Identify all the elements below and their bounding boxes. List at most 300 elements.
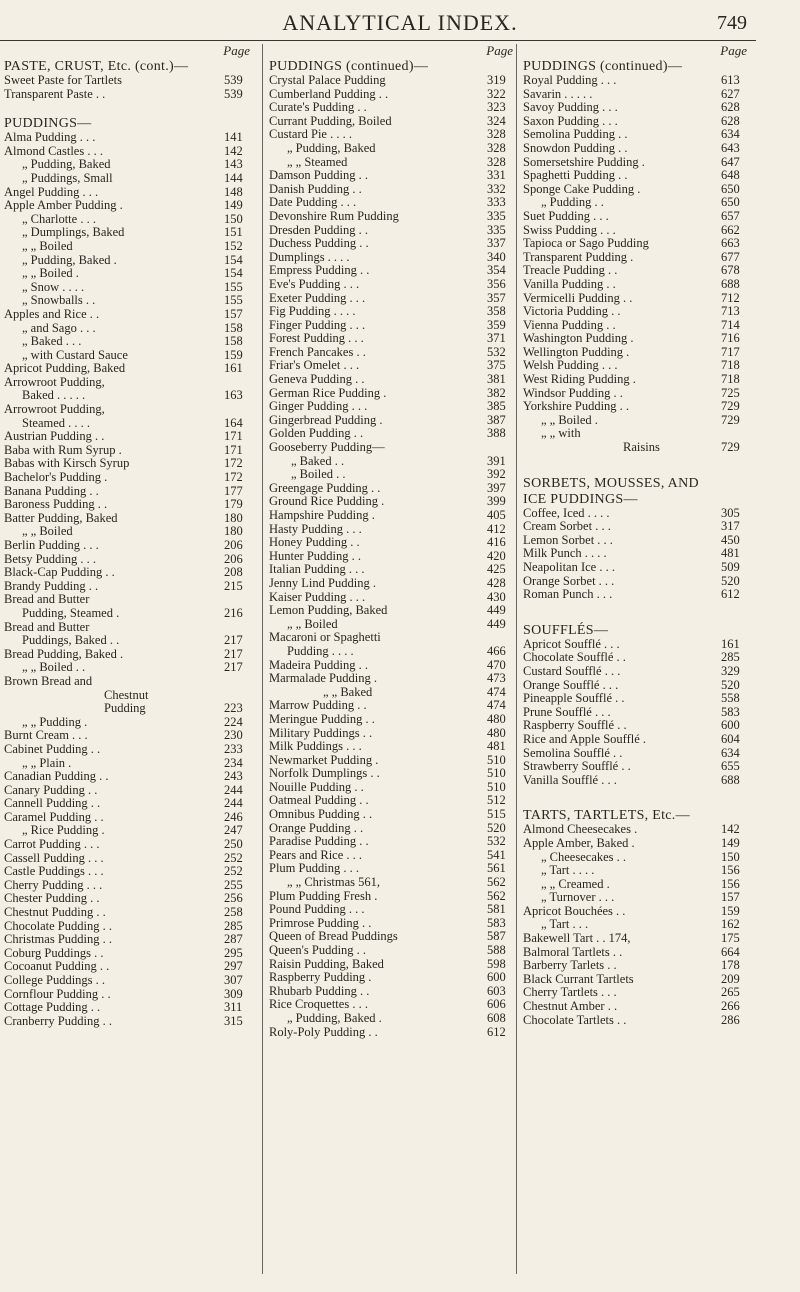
index-entry (4, 879, 256, 893)
index-entry (523, 332, 753, 346)
entry-title: Arrowroot Pudding, (4, 403, 105, 417)
entry-page-number: 163 (224, 389, 243, 403)
index-entry (523, 837, 753, 851)
entry-title: Apricot Bouchées . . (523, 904, 626, 918)
entry-page-number: 581 (487, 903, 506, 917)
entry-title: „ „ Boiled . (22, 267, 79, 281)
entry-title: Cabinet Pudding . . (4, 742, 101, 756)
index-entry (269, 890, 519, 904)
entry-page-number (222, 675, 256, 689)
entry-title: „ „ Boiled . . (22, 661, 86, 675)
entry-page-number: 600 (487, 971, 506, 985)
entry-page-number: 655 (721, 760, 740, 774)
index-entry (523, 760, 753, 774)
entry-title: „ Tart . . . . (541, 864, 595, 878)
entry-title: Honey Pudding . . (269, 536, 360, 550)
entry-title: Arrowroot Pudding, (4, 375, 105, 389)
entry-page-number: 600 (721, 719, 740, 733)
entry-page-number: 180 (224, 525, 243, 539)
index-entry (269, 224, 519, 238)
entry-page-number: 612 (721, 588, 740, 602)
index-entry (4, 1001, 256, 1015)
index-entry (523, 534, 753, 548)
entry-title: Savarin . . . . . (523, 87, 593, 101)
entry-page-number: 332 (487, 182, 506, 196)
entry-title: Angel Pudding . . . (4, 185, 99, 199)
index-entry (4, 648, 256, 662)
entry-page-number: 154 (224, 267, 243, 281)
index-entry (4, 430, 256, 444)
entry-title: Spaghetti Pudding . . (523, 169, 628, 183)
index-entry (4, 784, 256, 798)
entry-title: Treacle Pudding . . (523, 264, 618, 278)
index-entry (523, 305, 753, 319)
index-entry (523, 719, 753, 733)
entry-page-number: 233 (224, 742, 243, 756)
index-entry (523, 918, 753, 932)
entry-page-number: 148 (224, 185, 243, 199)
entry-title: Rice and Apple Soufflé . (523, 732, 647, 746)
index-entry (523, 88, 753, 102)
entry-title: Raspberry Soufflé . . (523, 719, 627, 733)
index-entry (4, 471, 256, 485)
entry-title: Chestnut Amber . . (523, 1000, 618, 1014)
entry-title: Apple Amber, Baked . (523, 836, 635, 850)
entry-page-number: 142 (224, 144, 243, 158)
entry-page-number: 244 (224, 797, 243, 811)
index-entry (4, 267, 256, 281)
section-spacer (523, 455, 753, 475)
index-entry (523, 692, 753, 706)
entry-page-number: 725 (721, 386, 740, 400)
entry-page-number: 612 (487, 1025, 506, 1039)
entry-title: Yorkshire Pudding . . (523, 400, 630, 414)
index-entry (523, 973, 753, 987)
entry-title: Cannell Pudding . . (4, 797, 101, 811)
section-spacer (523, 602, 753, 622)
entry-title: Rhubarb Pudding . . (269, 984, 370, 998)
index-entry (523, 1014, 753, 1028)
index-entry (4, 308, 256, 322)
entry-title: Damson Pudding . . (269, 169, 368, 183)
entry-page-number: 449 (487, 604, 506, 618)
index-entry (523, 74, 753, 88)
section-spacer (523, 787, 753, 807)
entry-title: „ Baked . . (291, 454, 345, 468)
entry-page-number: 223 (224, 702, 243, 716)
entry-title: Marrow Pudding . . (269, 699, 367, 713)
entry-title: Raisin Pudding, Baked (269, 957, 384, 971)
index-entry (269, 482, 519, 496)
entry-page-number: 209 (721, 972, 740, 986)
entry-title: Date Pudding . . . (269, 196, 357, 210)
entry-title: „ Charlotte . . . (22, 212, 96, 226)
index-entry (4, 593, 256, 607)
page-column-label: Page (486, 43, 513, 58)
entry-page-number: 562 (487, 876, 506, 890)
entry-title: Milk Puddings . . . (269, 740, 362, 754)
entry-title: Austrian Pudding . . (4, 430, 105, 444)
entry-title: Baked . . . . . (22, 389, 86, 403)
index-entry (523, 400, 753, 414)
entry-page-number: 265 (721, 986, 740, 1000)
index-entry (4, 88, 256, 102)
index-entry (269, 998, 519, 1012)
entry-title: Orange Pudding . . (269, 821, 364, 835)
entry-title: Tapioca or Sago Pudding (523, 237, 649, 251)
entry-page-number: 481 (487, 740, 506, 754)
entry-page-number: 155 (224, 294, 243, 308)
entry-title: Custard Pie . . . . (269, 128, 352, 142)
entry-title: Greengage Pudding . . (269, 481, 381, 495)
entry-title: Meringue Pudding . . (269, 712, 375, 726)
entry-title: Snowdon Pudding . . (523, 141, 628, 155)
entry-page-number: 164 (224, 416, 243, 430)
index-entry (4, 947, 256, 961)
index-entry (523, 651, 753, 665)
entry-title: Gooseberry Pudding— (269, 441, 385, 455)
entry-page-number: 356 (487, 277, 506, 291)
index-entry (4, 498, 256, 512)
entry-title: Hampshire Pudding . (269, 509, 375, 522)
entry-title: Apricot Soufflé . . . (523, 637, 620, 651)
index-entry (523, 520, 753, 534)
index-entry (269, 128, 519, 142)
entry-page-number: 382 (487, 386, 506, 400)
index-entry (523, 959, 753, 973)
entry-title: Devonshire Rum Pudding (269, 209, 399, 223)
entry-title: Almond Cheesecakes . (523, 823, 638, 837)
index-entry (269, 101, 519, 115)
entry-title: Babas with Kirsch Syrup (4, 457, 130, 471)
index-entry (269, 577, 519, 591)
index-entry (523, 183, 753, 197)
entry-page-number: 520 (721, 678, 740, 692)
entry-title: Caramel Pudding . . (4, 810, 104, 824)
entry-page-number: 425 (487, 563, 506, 577)
entry-page-number: 216 (224, 606, 243, 620)
entry-page-number (222, 376, 256, 390)
section-heading: SOUFFLÉS— (523, 622, 609, 638)
entry-title: Madeira Pudding . . (269, 658, 368, 672)
index-entry (4, 1015, 256, 1029)
index-entry (269, 822, 519, 836)
index-entry (269, 251, 519, 265)
entry-title: Cherry Tartlets . . . (523, 986, 617, 1000)
entry-page-number: 650 (721, 182, 740, 196)
entry-title: Strawberry Soufflé . . (523, 760, 631, 774)
entry-page-number: 149 (224, 199, 243, 213)
index-entry (269, 740, 519, 754)
entry-title: Crystal Palace Pudding (269, 74, 386, 87)
entry-title: Plum Pudding Fresh . (269, 889, 378, 903)
index-entry (523, 986, 753, 1000)
index-entry (4, 186, 256, 200)
index-entry (269, 74, 519, 88)
entry-title: Prune Soufflé . . . (523, 705, 611, 719)
entry-title: Royal Pudding . . . (523, 74, 617, 87)
index-entry (523, 169, 753, 183)
entry-page-number: 337 (487, 237, 506, 251)
entry-title: Apricot Pudding, Baked (4, 362, 126, 376)
entry-page-number: 718 (721, 359, 740, 373)
entry-page-number: 387 (487, 413, 506, 427)
entry-title: „ Baked . . . (22, 335, 82, 349)
entry-title: Sweet Paste for Tartlets (4, 74, 122, 87)
entry-page-number: 157 (721, 891, 740, 905)
entry-page-number: 509 (721, 561, 740, 574)
entry-page-number: 412 (487, 522, 506, 536)
entry-page-number: 354 (487, 264, 506, 278)
entry-page-number: 333 (487, 196, 506, 210)
entry-title: „ Pudding . . (541, 196, 604, 210)
index-entry (4, 539, 256, 553)
entry-page-number: 634 (721, 746, 740, 760)
entry-title: Orange Soufflé . . . (523, 678, 619, 692)
index-entry (523, 251, 753, 265)
entry-title: Berlin Pudding . . . (4, 539, 99, 552)
entry-title: „ „ Steamed (287, 155, 348, 169)
entry-title: „ „ Plain . (22, 756, 72, 770)
entry-page-number: 287 (224, 933, 243, 947)
index-entry (4, 770, 256, 784)
entry-page-number: 729 (721, 400, 740, 414)
entry-title: „ Pudding, Baked (287, 141, 376, 155)
index-entry (269, 618, 519, 632)
entry-title: Oatmeal Pudding . . (269, 794, 369, 808)
entry-page-number: 328 (487, 155, 506, 169)
entry-page-number: 718 (721, 373, 740, 387)
index-entry (523, 878, 753, 892)
entry-page-number: 224 (224, 715, 243, 729)
index-entry (269, 88, 519, 102)
entry-title: Bakewell Tart . . 174, (523, 932, 631, 946)
entry-page-number: 474 (487, 685, 506, 699)
index-entry (269, 468, 519, 482)
entry-page-number: 178 (721, 959, 740, 973)
entry-title: Milk Punch . . . . (523, 547, 607, 561)
index-column-1 (4, 44, 256, 1028)
entry-title: Christmas Pudding . . (4, 933, 112, 947)
entry-title: Welsh Pudding . . . (523, 359, 618, 373)
entry-title: Vienna Pudding . . (523, 318, 616, 332)
index-entry (4, 675, 256, 689)
index-entry (4, 485, 256, 499)
entry-title: Curate's Pudding . . (269, 101, 367, 115)
index-entry (269, 387, 519, 401)
index-entry (523, 224, 753, 238)
entry-title: Cherry Pudding . . . (4, 878, 103, 892)
entry-page-number: 539 (224, 74, 243, 87)
index-entry (4, 988, 256, 1002)
entry-page-number: 388 (487, 427, 506, 441)
entry-title: „ „ Boiled (22, 525, 73, 539)
entry-title: Hunter Pudding . . (269, 549, 362, 563)
entry-page-number: 319 (487, 74, 506, 87)
index-entry (269, 862, 519, 876)
entry-page-number: 255 (224, 878, 243, 892)
index-entry (269, 944, 519, 958)
running-title: ANALYTICAL INDEX. (282, 10, 518, 35)
index-entry (4, 376, 256, 390)
entry-title: Gingerbread Pudding . (269, 413, 383, 427)
entry-page-number: 466 (487, 644, 506, 658)
section-heading: ICE PUDDINGS— (523, 491, 638, 507)
index-entry (269, 958, 519, 972)
entry-page-number: 230 (224, 729, 243, 743)
entry-title: Macaroni or Spaghetti (269, 631, 381, 645)
index-entry (523, 441, 753, 455)
entry-title: Transparent Pudding . (523, 250, 634, 264)
entry-title: Ground Rice Pudding . (269, 495, 385, 509)
entry-page-number: 315 (224, 1014, 243, 1028)
entry-title: Vanilla Soufflé . . . (523, 773, 617, 787)
entry-title: Duchess Pudding . . (269, 237, 369, 251)
entry-title: Primrose Pudding . . (269, 916, 372, 930)
index-entry (523, 774, 753, 788)
entry-title: Sponge Cake Pudding . (523, 182, 641, 196)
entry-title: Lemon Pudding, Baked (269, 604, 388, 618)
entry-page-number: 171 (224, 430, 243, 444)
entry-page-number: 397 (487, 481, 506, 495)
index-entry (269, 631, 519, 645)
entry-title: Military Puddings . . (269, 726, 373, 740)
entry-page-number: 385 (487, 400, 506, 414)
entry-page-number: 322 (487, 87, 506, 101)
entry-title: Queen of Bread Puddings (269, 930, 398, 944)
entry-title: Jenny Lind Pudding . (269, 576, 376, 590)
index-entry (4, 852, 256, 866)
entry-title: „ „ with (541, 427, 581, 441)
entry-title: Brandy Pudding . . (4, 579, 99, 593)
index-entry (4, 757, 256, 771)
index-entry (4, 403, 256, 417)
entry-title: Somersetshire Pudding . (523, 155, 645, 169)
entry-title: Semolina Pudding . . (523, 128, 628, 142)
index-entry (269, 604, 519, 618)
entry-page-number: 598 (487, 957, 506, 971)
index-entry (269, 400, 519, 414)
entry-page-number: 307 (224, 974, 243, 987)
entry-page-number: 217 (224, 661, 243, 675)
entry-title: Cornflour Pudding . . (4, 987, 111, 1001)
entry-page-number: 243 (224, 770, 243, 784)
entry-page-number: 583 (721, 705, 740, 719)
entry-title: „ Snow . . . . (22, 280, 85, 294)
index-entry (269, 835, 519, 849)
entry-page-number: 335 (487, 209, 506, 223)
section-heading: PUDDINGS (continued)— (523, 59, 683, 74)
index-entry (523, 706, 753, 720)
index-entry (4, 906, 256, 920)
entry-title: Castle Puddings . . . (4, 865, 104, 879)
entry-title: Friar's Omelet . . . (269, 359, 360, 373)
entry-page-number: 510 (487, 753, 506, 767)
entry-title: Currant Pudding, Boiled (269, 114, 392, 128)
entry-page-number: 714 (721, 318, 740, 332)
index-entry (269, 794, 519, 808)
entry-page-number: 258 (224, 906, 243, 920)
entry-title: Forest Pudding . . . (269, 332, 364, 346)
entry-page-number: 474 (487, 699, 506, 713)
entry-page-number: 180 (224, 511, 243, 525)
index-entry (523, 387, 753, 401)
page-column-label: Page (720, 43, 747, 58)
entry-page-number: 154 (224, 253, 243, 267)
index-entry (4, 553, 256, 567)
entry-title: Raspberry Pudding . (269, 971, 372, 985)
entry-page-number: 391 (487, 454, 506, 468)
entry-title: „ Rice Pudding . (22, 824, 105, 838)
entry-page-number: 141 (224, 131, 243, 145)
entry-title: Eve's Pudding . . . (269, 277, 360, 291)
entry-page-number: 416 (487, 536, 506, 550)
index-entry (269, 346, 519, 360)
entry-title: Barberry Tarlets . . (523, 959, 617, 973)
entry-title: Vanilla Pudding . . (523, 277, 616, 291)
index-entry (269, 359, 519, 373)
index-entry (269, 169, 519, 183)
index-entry (523, 115, 753, 129)
index-entry (4, 974, 256, 988)
index-entry (4, 702, 256, 716)
index-entry (4, 920, 256, 934)
index-entry (269, 699, 519, 713)
entry-title: „ Turnover . . . (541, 891, 615, 905)
entry-page-number: 515 (487, 808, 506, 822)
index-entry (523, 665, 753, 679)
entry-page-number: 152 (224, 239, 243, 253)
entry-page-number: 317 (721, 520, 740, 534)
entry-page-number: 234 (224, 756, 243, 770)
entry-page-number: 217 (224, 647, 243, 661)
entry-title: Geneva Pudding . . (269, 373, 365, 387)
entry-title: Burnt Cream . . . (4, 729, 88, 743)
index-entry (269, 305, 519, 319)
index-entry (523, 905, 753, 919)
index-entry (4, 525, 256, 539)
entry-page-number (222, 621, 256, 635)
entry-title: Banana Pudding . . (4, 484, 99, 498)
index-entry (269, 237, 519, 251)
index-entry (269, 196, 519, 210)
entry-page-number: 627 (721, 87, 740, 101)
entry-page-number: 171 (224, 443, 243, 457)
index-entry (523, 319, 753, 333)
entry-title: Apple Amber Pudding . (4, 199, 123, 213)
entry-page-number: 179 (224, 498, 243, 512)
entry-title: „ Boiled . . (291, 468, 346, 482)
entry-title: Plum Pudding . . . (269, 862, 359, 876)
index-entry (269, 781, 519, 795)
entry-page-number: 643 (721, 141, 740, 155)
entry-title: Roly-Poly Pudding . . (269, 1025, 378, 1039)
entry-page-number: 539 (224, 87, 243, 101)
entry-title: Pudding . . . . (287, 644, 354, 658)
index-entry (269, 672, 519, 686)
entry-page-number (222, 689, 256, 703)
index-entry (4, 892, 256, 906)
index-entry (523, 946, 753, 960)
entry-title: Carrot Pudding . . . (4, 838, 100, 852)
entry-page-number: 716 (721, 332, 740, 346)
index-entry (4, 349, 256, 363)
entry-title: Bread and Butter (4, 620, 90, 634)
entry-page-number: 309 (224, 987, 243, 1001)
entry-title: Pound Pudding . . . (269, 903, 365, 917)
entry-page-number: 510 (487, 767, 506, 781)
entry-page-number: 250 (224, 838, 243, 852)
